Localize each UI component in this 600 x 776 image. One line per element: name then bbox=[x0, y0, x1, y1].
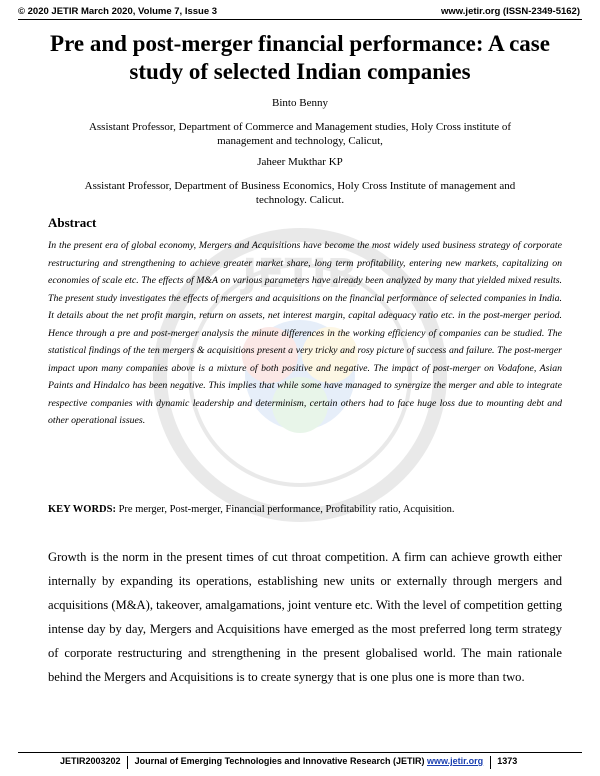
author-name-1: Binto Benny bbox=[272, 97, 328, 109]
footer-separator bbox=[127, 756, 128, 769]
header-journal-info: © 2020 JETIR March 2020, Volume 7, Issue 3 bbox=[18, 6, 218, 17]
header-issn: www.jetir.org (ISSN-2349-5162) bbox=[440, 6, 580, 17]
author-name-2: Jaheer Mukthar KP bbox=[257, 156, 343, 168]
intro-paragraph: Growth is the norm in the present times of cut throat competition. A firm can achieve growth either internally by expanding its operations, establishing new units or externally through mergers and acquisitions (M&A), takeover, amalgamations, joint venture etc. With the level of competition getting intense day by day, Mergers and Acquisitions have emerged as the most preferred long term strategy of corporate restructuring and strengthening in the present globalised world. The main rationale behind the Mergers and Acquisitions is to create synergy that is one plus one is more than two. bbox=[48, 550, 562, 684]
keywords-label: KEY WORDS: bbox=[48, 504, 116, 515]
paper-title: Pre and post-merger financial performance: A case study of selected Indian companies bbox=[50, 31, 550, 84]
footer-website-link[interactable]: www.jetir.org bbox=[426, 756, 484, 766]
author-affiliation-2: Assistant Professor, Department of Business Economics, Holy Cross Institute of management and technology. Calicut. bbox=[84, 180, 516, 206]
keywords bbox=[48, 503, 562, 517]
abstract-text: In the present era of global economy, Mergers and Acquisitions have become the most widely used business strategy of corporate restructuring and strengthening to achieve greater market share, long term profitability, entering new markets, capitalizing on economies of scale etc. The effects of M&A on various parameters have already been analyzed by many that yielded mixed results. The present study investigates the effects of mergers and acquisitions on the financial performance of selected companies in India. It details about the net profit margin, return on assets, net interest margin, capital adequacy ratio etc. in the post-merger period. Hence through a pre and post-merger analysis the minute differences in the working efficiency of companies can be studied. The statistical findings of the ten mergers & acquisitions present a very tricky and rosy picture of success and failure. The post-merger impact upon many companies above is a mixture of both positive and negative. The impact of post-merger on Vodafone, Asian Paints and Hindalco has been negative. This implies that while some have managed to synergize the merger and able to integrate respective companies with dynamic leadership and determinism, certain others had to face huge loss due to mounting debt and other operational issues. bbox=[48, 240, 562, 426]
page-footer bbox=[60, 756, 555, 770]
page-header bbox=[18, 6, 580, 20]
footer-page-number: 1373 bbox=[497, 756, 518, 766]
header-divider bbox=[18, 19, 582, 20]
watermark-text: JETIR bbox=[242, 251, 358, 297]
keywords-text: Pre merger, Post-merger, Financial performance, Profitability ratio, Acquisition. bbox=[115, 504, 455, 515]
footer-separator bbox=[490, 756, 491, 769]
author-affiliation-1: Assistant Professor, Department of Commerce and Management studies, Holy Cross institute of management and technology, Calicut, bbox=[88, 121, 512, 147]
footer-journal-name: Journal of Emerging Technologies and Innovative Research (JETIR) bbox=[134, 756, 425, 766]
footer-divider bbox=[18, 752, 582, 753]
abstract-heading: Abstract bbox=[48, 215, 97, 230]
footer-article-id: JETIR2003202 bbox=[60, 756, 121, 766]
